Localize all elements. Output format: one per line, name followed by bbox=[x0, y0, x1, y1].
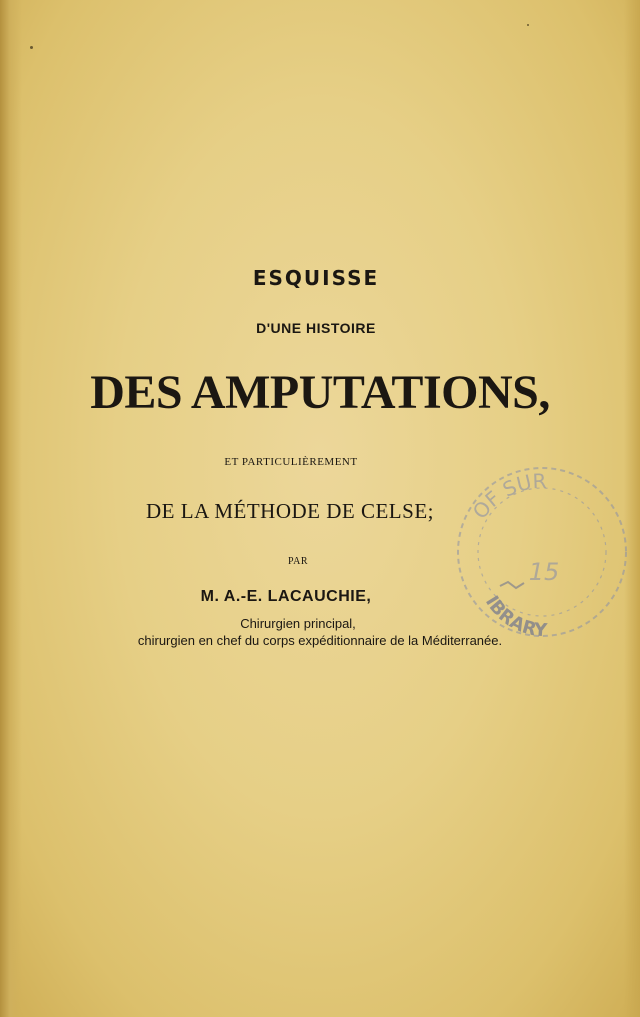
title-histoire: D'UNE HISTOIRE bbox=[256, 320, 376, 336]
title-particulierement: ET PARTICULIÈREMENT bbox=[224, 456, 358, 468]
title-esquisse: ESQUISSE bbox=[252, 266, 380, 290]
paper-speck bbox=[527, 24, 529, 26]
main-title: DES AMPUTATIONS, bbox=[90, 366, 550, 419]
subtitle-methode: DE LA MÉTHODE DE CELSE; bbox=[146, 499, 434, 523]
par-label: PAR bbox=[287, 556, 309, 567]
stamp-top-text: OF SUR bbox=[467, 468, 547, 524]
author-title: Chirurgien principal, bbox=[240, 616, 356, 631]
author-position: chirurgien en chef du corps expéditionnaire de la Méditerranée. bbox=[137, 633, 503, 648]
stamp-bottom-text: IBRARY bbox=[481, 592, 548, 642]
stamp-number: 15 bbox=[528, 558, 560, 586]
stamp-flourish bbox=[500, 582, 524, 588]
paper-speck bbox=[30, 46, 33, 49]
library-stamp bbox=[442, 448, 638, 644]
author-name: M. A.-E. LACAUCHIE, bbox=[200, 588, 372, 605]
